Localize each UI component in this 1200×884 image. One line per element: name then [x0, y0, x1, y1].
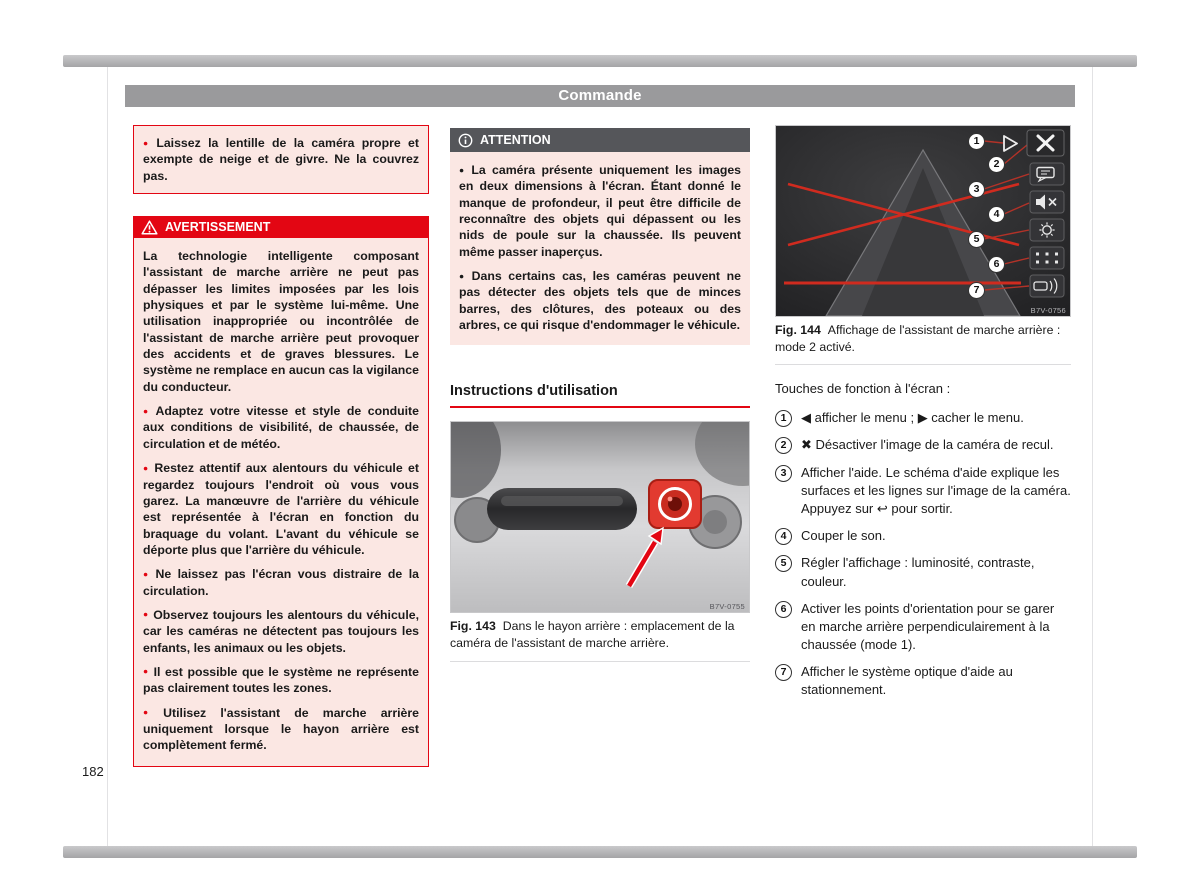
- warning-triangle-icon: [141, 220, 158, 235]
- close-camera-icon: [1027, 130, 1064, 156]
- rear-assist-screen: [776, 126, 1070, 316]
- book-top-edge: [63, 55, 1137, 67]
- fig-143-caption: [450, 618, 750, 661]
- item-text: Afficher le système optique d'aide au stationnement.: [801, 664, 1013, 698]
- callout-7: 7: [968, 282, 985, 299]
- fig-144-code: B7V-0756: [1030, 305, 1066, 315]
- fig-143-caption-text: Dans le hayon arrière : emplacement de la caméra de l'assistant de marche arrière.: [450, 619, 735, 651]
- item-number: 2: [775, 437, 792, 454]
- camera-note-box: [133, 125, 429, 194]
- rear-camera-highlight: [649, 480, 701, 528]
- display-settings-icon: [1030, 219, 1064, 241]
- warning-body: [133, 238, 429, 767]
- attention-body: [450, 152, 750, 345]
- fig-143-label: Fig. 143: [450, 619, 496, 634]
- item-text: Régler l'affichage : luminosité, contraste, couleur.: [801, 555, 1035, 589]
- item-number: 5: [775, 555, 792, 572]
- warning-bullet: ● Restez attentif aux alentours du véhicule et regardez toujours l'endroit où vous vous garez. La manœuvre de l'arrière du véhicule est représentée à l'écran en fonction du braquage du volant. L'avant du véhicule se déporte plus que l'arrière du véhicule.: [143, 460, 419, 558]
- item-number: 4: [775, 528, 792, 545]
- warning-bullet: ● Ne laissez pas l'écran vous distraire de la circulation.: [143, 566, 419, 599]
- callout-3: 3: [968, 181, 985, 198]
- list-item: [775, 527, 1071, 545]
- item-number: 3: [775, 465, 792, 482]
- warning-lead: La technologie intelligente composant l'assistant de marche arrière ne peut pas dépasser les limites imposées par les lois physiques et par le système lui-même. Une utilisation inappropriée ou incontrôlée de l'assistant de marche arrière peut provoquer des accidents et de graves blessures. Le système ne remplace en aucun cas la vigilance du conducteur.: [143, 249, 419, 394]
- note-text: ● Laissez la lentille de la caméra propre et exempte de neige et de givre. Ne la couvrez pas.: [143, 135, 419, 184]
- fig-143-code: B7V-0755: [709, 601, 745, 611]
- warning-bullet: ● Observez toujours les alentours du véhicule, car les caméras ne détectent pas toujours les enfants, les animaux ou les objets.: [143, 607, 419, 656]
- warning-bullet: ● Utilisez l'assistant de marche arrière uniquement lorsque le hayon arrière est complètement fermé.: [143, 705, 419, 754]
- attention-bullet: ● La caméra présente uniquement les images en deux dimensions à l'écran. Étant donné le manque de profondeur, il peut être difficile de reconnaître des objets qui dépassent ou les nids de poule sur la chaussée. Ils peuvent même passer inaperçus.: [459, 162, 741, 260]
- function-keys-list: [775, 409, 1071, 699]
- list-item: [775, 600, 1071, 655]
- attention-header: [450, 128, 750, 152]
- callout-1: 1: [968, 133, 985, 150]
- warning-bullet: ● Adaptez votre vitesse et style de conduite aux conditions de visibilité, de chaussée, de circulation et de météo.: [143, 403, 419, 452]
- section-title: Instructions d'utilisation: [450, 383, 750, 408]
- fig-144-caption: [775, 322, 1071, 365]
- tailgate-camera-photo: [451, 422, 749, 612]
- help-icon: [1030, 163, 1064, 185]
- callout-4: 4: [988, 206, 1005, 223]
- attention-bullet: ● Dans certains cas, les caméras peuvent ne pas détecter des objets tels que de minces barres, des clôtures, des poteaux ou des arbres, ce qui risque d'endommager le véhicule.: [459, 268, 741, 333]
- item-text: ◀ afficher le menu ; ▶ cacher le menu.: [801, 410, 1024, 426]
- page-number: 182: [82, 764, 104, 779]
- list-item: [775, 663, 1071, 699]
- callout-2: 2: [988, 156, 1005, 173]
- callout-6: 6: [988, 256, 1005, 273]
- book-bottom-edge: [63, 846, 1137, 858]
- fig-144-image: [775, 125, 1071, 317]
- item-number: 7: [775, 664, 792, 681]
- list-item: [775, 464, 1071, 519]
- park-assist-icon: [1030, 275, 1064, 297]
- item-text: Couper le son.: [801, 528, 886, 544]
- left-column: [133, 125, 429, 767]
- list-item: [775, 436, 1071, 454]
- attention-title: ATTENTION: [480, 133, 551, 147]
- chapter-header: Commande: [125, 85, 1075, 107]
- function-keys-intro: Touches de fonction à l'écran :: [775, 381, 951, 397]
- mute-sound-icon: [1030, 191, 1064, 213]
- middle-column: [450, 128, 750, 662]
- callout-5: 5: [968, 231, 985, 248]
- warning-bullet: ● Il est possible que le système ne représente pas clairement toutes les zones.: [143, 664, 419, 697]
- warning-title: AVERTISSEMENT: [165, 220, 271, 235]
- right-column: [775, 125, 1071, 709]
- list-item: [775, 409, 1071, 427]
- orientation-points-icon: [1030, 247, 1064, 269]
- fig-143-image: [450, 421, 750, 613]
- item-text: Afficher l'aide. Le schéma d'aide explique les surfaces et les lignes sur l'image de la caméra. Appuyez sur ↩ pour sortir.: [801, 464, 1071, 516]
- item-text: Activer les points d'orientation pour se garer en marche arrière perpendiculairement à la chaussée (mode 1).: [801, 600, 1055, 653]
- list-item: [775, 554, 1071, 590]
- fig-144-caption-text: Affichage de l'assistant de marche arrière : mode 2 activé.: [775, 323, 1061, 354]
- item-number: 6: [775, 601, 792, 618]
- info-circle-icon: [458, 133, 473, 148]
- fig-144-label: Fig. 144: [775, 323, 821, 337]
- item-number: 1: [775, 410, 792, 427]
- warning-header: [133, 216, 429, 238]
- item-text: ✖ Désactiver l'image de la caméra de recul.: [801, 437, 1054, 453]
